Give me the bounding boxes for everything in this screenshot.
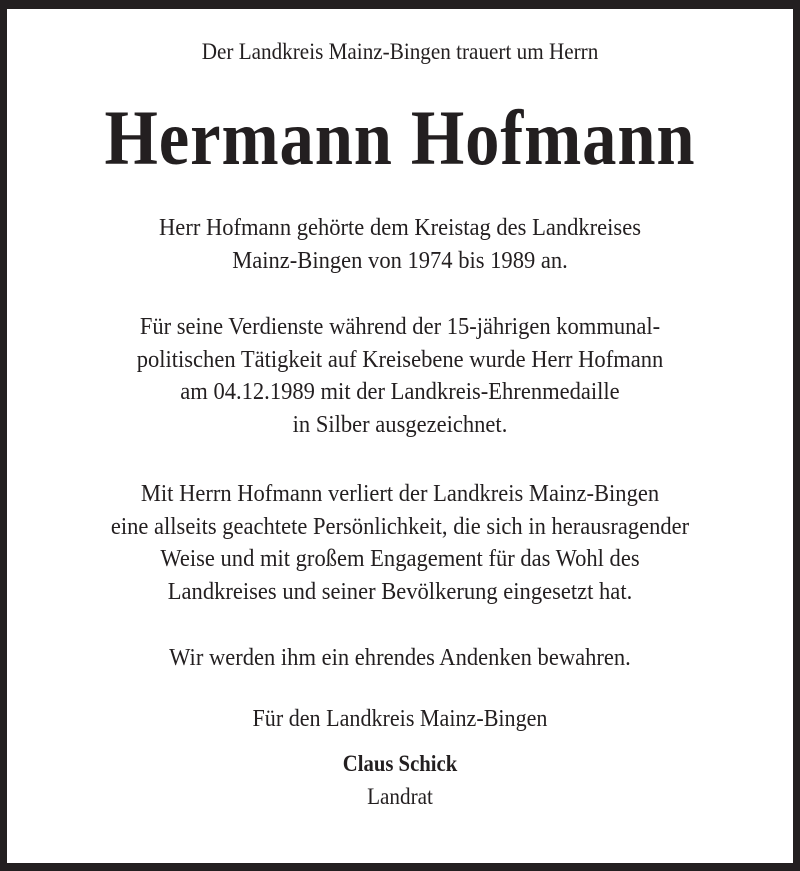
closing-line: Für den Landkreis Mainz-Bingen (252, 706, 548, 732)
paragraph-remembrance (7, 642, 793, 675)
text-line: Für seine Verdienste während der 15-jährigen kommunal- (139, 313, 661, 340)
paragraph-tribute (7, 478, 793, 608)
text-line: Mit Herrn Hofmann verliert der Landkreis Mainz-Bingen (140, 480, 660, 507)
text-line: politischen Tätigkeit auf Kreisebene wurde Herr Hofmann (136, 345, 664, 373)
text-line: Herr Hofmann gehörte dem Kreistag des Landkreises (159, 214, 641, 241)
obituary-notice (7, 9, 793, 863)
text-line: Mainz-Bingen von 1974 bis 1989 an. (232, 246, 568, 274)
text-line: eine allseits geachtete Persönlichkeit, die sich in herausragender (110, 512, 690, 540)
paragraph-award (7, 311, 793, 441)
intro-line: Der Landkreis Mainz-Bingen trauert um Herrn (201, 39, 599, 64)
text-line: am 04.12.1989 mit der Landkreis-Ehrenmedaille (180, 378, 620, 405)
text-line: Weise und mit großem Engagement für das Wohl des (160, 545, 640, 572)
text-line: in Silber ausgezeichnet. (292, 410, 508, 438)
signer-name: Claus Schick (342, 751, 458, 776)
signer-role: Landrat (367, 784, 433, 809)
paragraph-tenure (7, 212, 793, 277)
text-line: Landkreises und seiner Bevölkerung eingesetzt hat. (167, 577, 633, 605)
deceased-name: Hermann Hofmann (104, 94, 696, 181)
text-line: Wir werden ihm ein ehrendes Andenken bewahren. (169, 644, 631, 671)
